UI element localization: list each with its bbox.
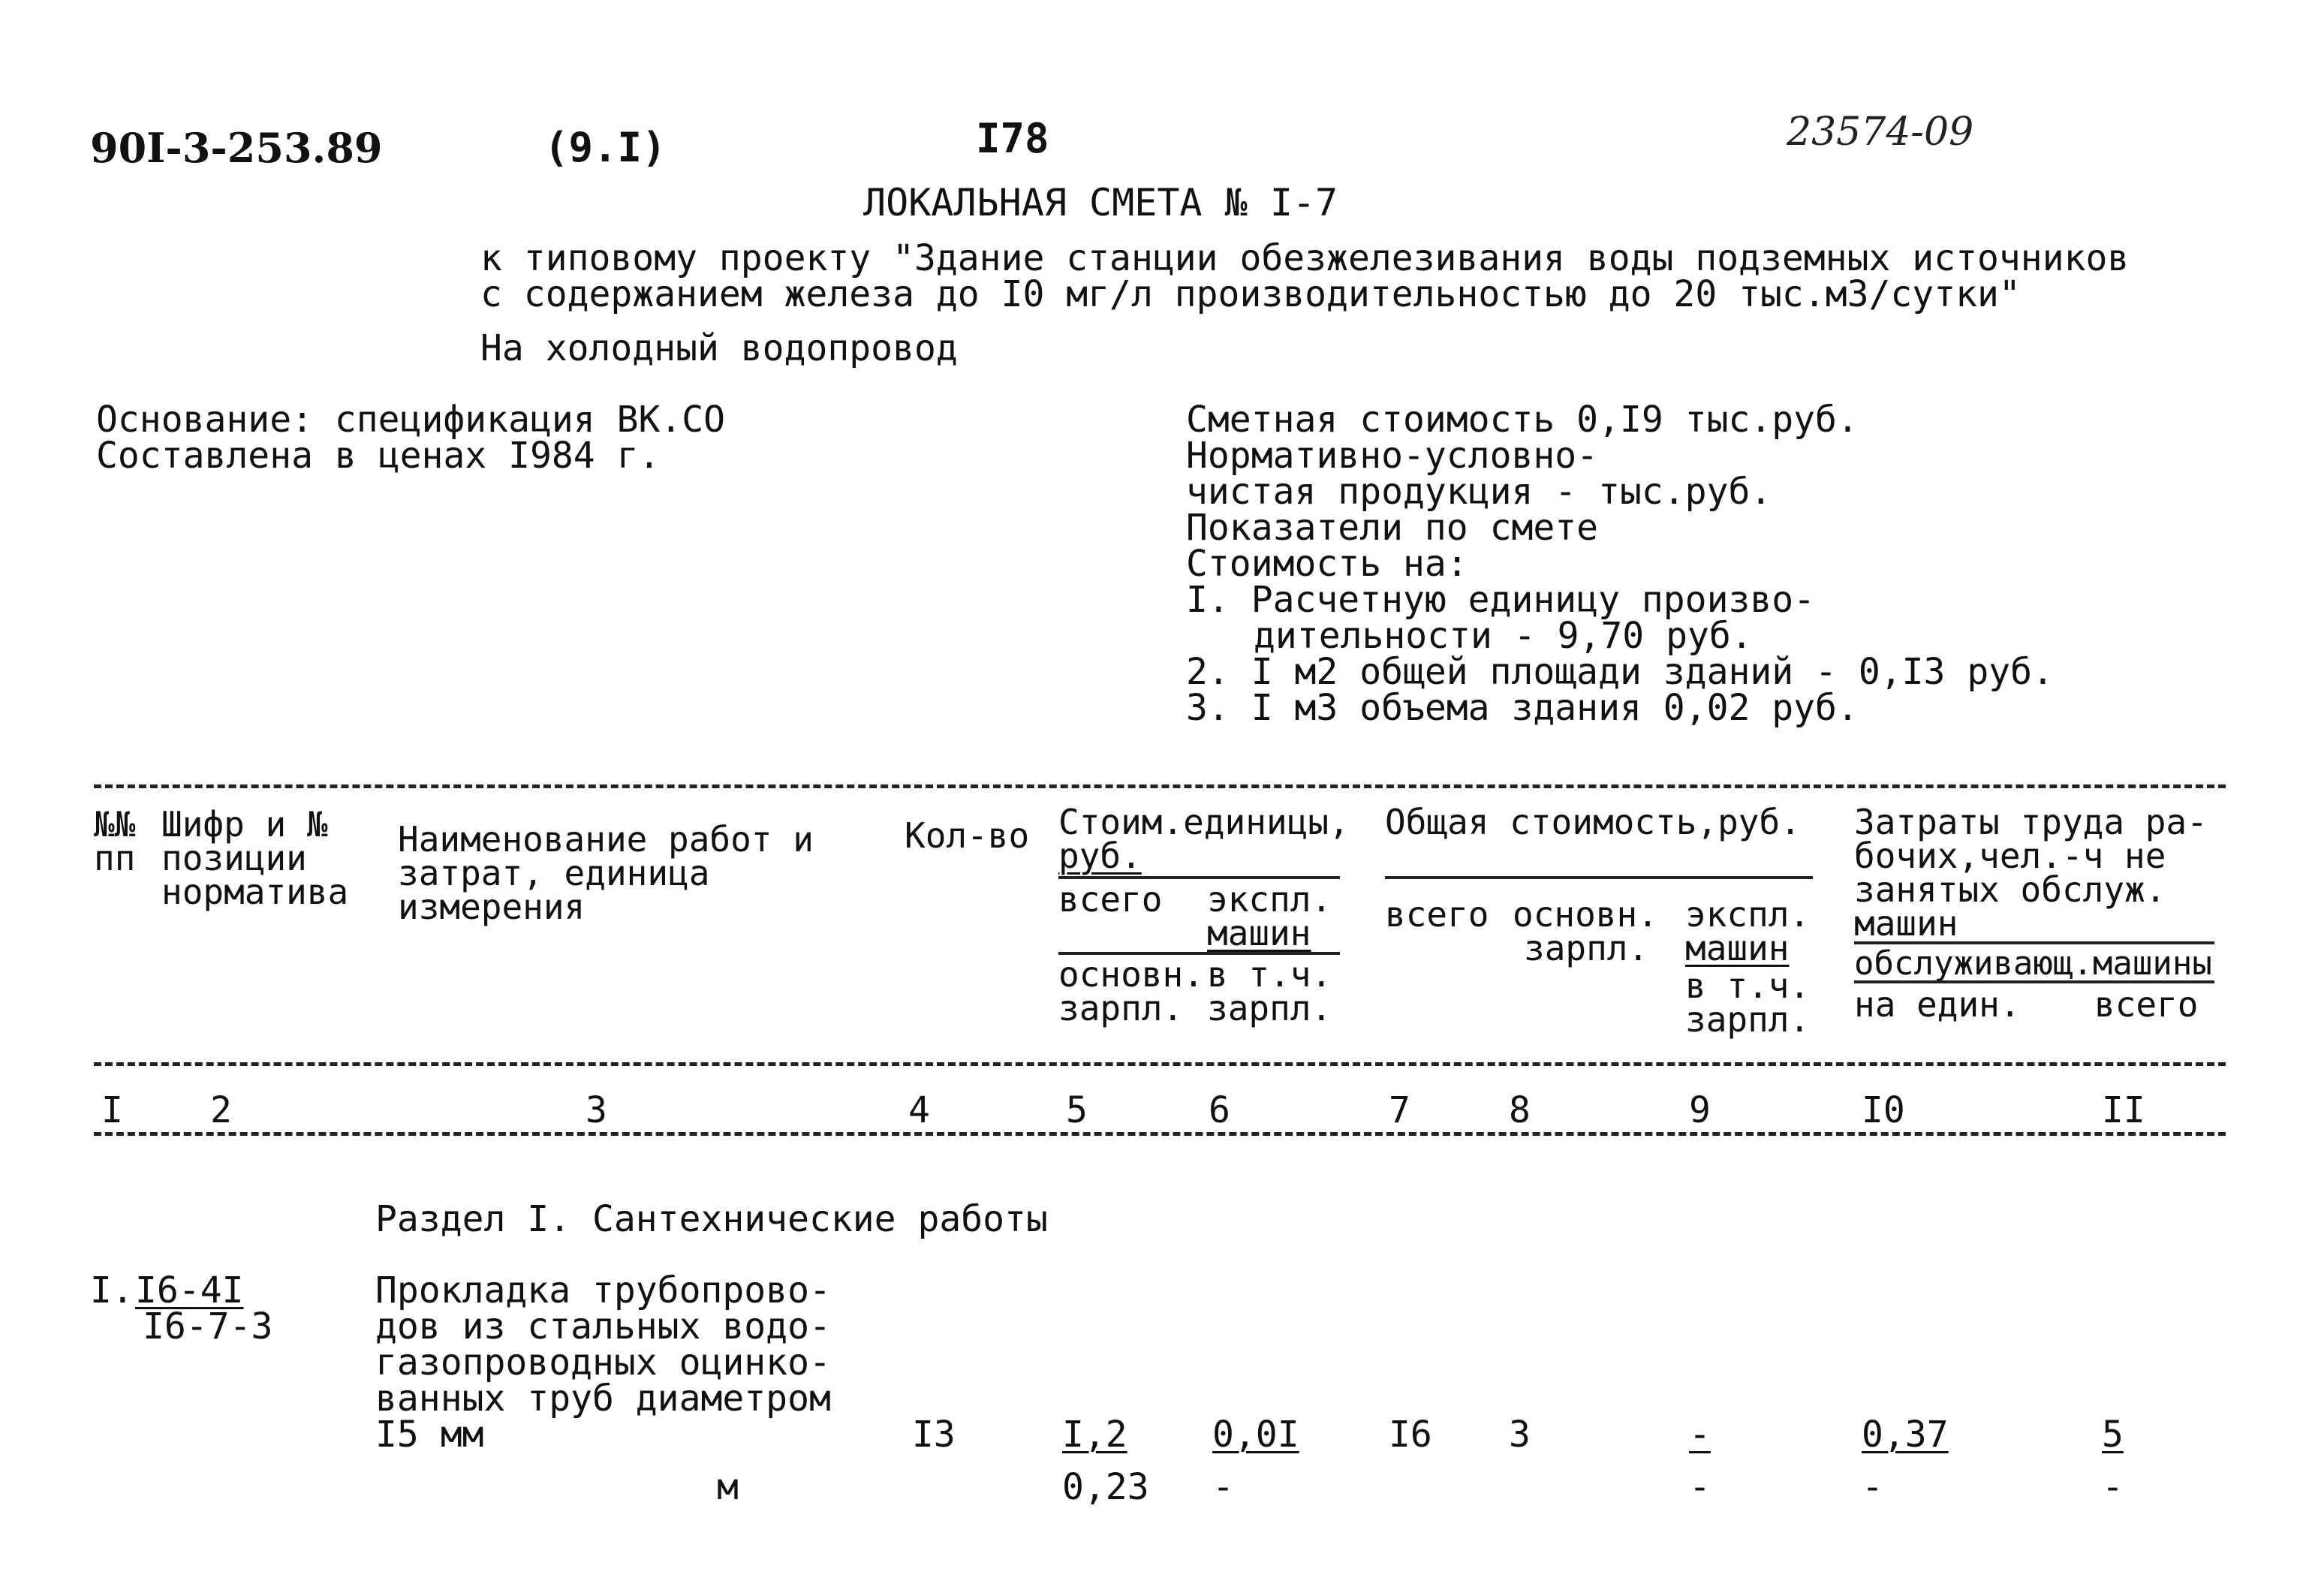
column-number-5: 5: [1066, 1089, 1088, 1131]
page-number: I78: [976, 115, 1049, 162]
header-labor-d: машин: [1854, 903, 1958, 944]
header-code-c: норматива: [161, 872, 349, 912]
header-total-expl-b: машин: [1685, 928, 1790, 968]
section-reference: (9.I): [544, 124, 667, 171]
header-name-b: затрат, единица: [398, 853, 710, 893]
header-number-a: №№: [94, 804, 136, 845]
header-unit-cost-currency: руб.: [1058, 836, 1142, 876]
header-total-all: всего: [1385, 894, 1489, 935]
header-unit-total: всего: [1058, 879, 1163, 920]
header-total-base-a: основн.: [1513, 894, 1658, 935]
column-numbers-dashed-rule: [94, 1132, 2226, 1136]
summary-line-4: Показатели по смете: [1186, 507, 1599, 549]
header-code-a: Шифр и №: [161, 804, 328, 845]
row-number: I.: [90, 1269, 134, 1311]
header-labor-e: обслуживающ.машины: [1854, 944, 2212, 983]
summary-line-8: 2. I м2 общей площади зданий - 0,I3 руб.: [1186, 651, 2054, 693]
header-labor-a: Затраты труда ра-: [1854, 802, 2208, 842]
document-code: 90I-3-253.89: [90, 124, 383, 172]
row-code-2: I6-7-3: [143, 1305, 273, 1348]
header-name-c: измерения: [398, 887, 586, 927]
header-total-cost-rule: [1385, 876, 1813, 879]
summary-line-9: 3. I м3 объема здания 0,02 руб.: [1186, 687, 1859, 729]
summary-line-5: Стоимость на:: [1186, 543, 1468, 585]
column-number-7: 7: [1389, 1089, 1410, 1131]
subtitle-line-2: с содержанием железа до I0 мг/л производительностью до 20 тыс.м3/сутки": [480, 273, 2021, 315]
header-total-incl-b: зарпл.: [1685, 999, 1811, 1040]
row-unit-base-salary: 0,23: [1062, 1466, 1149, 1508]
table-top-dashed-rule: [94, 784, 2226, 788]
summary-line-3: чистая продукция - тыс.руб.: [1186, 471, 1772, 513]
row-code-1: I6-4I: [135, 1269, 244, 1311]
header-total-base-b: зарпл.: [1524, 928, 1649, 968]
header-total-incl-a: в т.ч.: [1685, 965, 1811, 1006]
row-name-line-1: Прокладка трубопрово-: [375, 1269, 831, 1311]
row-quantity: I3: [912, 1414, 956, 1456]
section-title: Раздел I. Сантехнические работы: [375, 1198, 1048, 1240]
column-number-10: I0: [1862, 1089, 1905, 1131]
column-number-9: 9: [1689, 1089, 1711, 1131]
header-total-cost-title: Общая стоимость,руб.: [1385, 802, 1801, 842]
summary-line-6: I. Расчетную единицу произво-: [1186, 579, 1816, 621]
row-unit: м: [717, 1466, 739, 1508]
document-title: ЛОКАЛЬНАЯ СМЕТА № I-7: [863, 181, 1338, 224]
header-unit-incl-a: в т.ч.: [1207, 954, 1332, 995]
header-unit-base-b: зарпл.: [1058, 988, 1184, 1028]
table-header-bottom-dashed-rule: [94, 1062, 2226, 1066]
column-number-4: 4: [908, 1089, 930, 1131]
header-code-b: позиции: [161, 838, 307, 878]
column-number-8: 8: [1509, 1089, 1531, 1131]
row-unit-incl-salary: -: [1212, 1466, 1234, 1508]
column-number-11: II: [2102, 1089, 2145, 1131]
header-number-b: пп: [94, 838, 136, 878]
row-total: I6: [1389, 1414, 1432, 1456]
header-unit-expl-a: экспл.: [1207, 879, 1332, 920]
row-total-incl-salary: -: [1689, 1466, 1711, 1508]
subtitle-line-1: к типовому проекту "Здание станции обезжелезивания воды подземных источников: [480, 237, 2130, 279]
basis-line-2: Составлена в ценах I984 г.: [96, 435, 661, 477]
column-number-2: 2: [210, 1089, 232, 1131]
header-total-expl-a: экспл.: [1685, 894, 1811, 935]
row-name-line-5: I5 мм: [375, 1414, 484, 1456]
summary-line-2: Нормативно-условно-: [1186, 435, 1599, 477]
row-labor-total-machine: -: [2102, 1466, 2124, 1508]
summary-line-1: Сметная стоимость 0,I9 тыс.руб.: [1186, 399, 1859, 441]
column-number-1: I: [101, 1089, 123, 1131]
header-labor-total: всего: [2094, 984, 2199, 1025]
header-unit-cost-title: Стоим.единицы,: [1058, 802, 1350, 842]
header-name-a: Наименование работ и: [398, 819, 814, 860]
header-unit-base-a: основн.: [1058, 954, 1204, 995]
header-unit-incl-b: зарпл.: [1207, 988, 1332, 1028]
column-number-6: 6: [1209, 1089, 1230, 1131]
row-unit-total: I,2: [1062, 1414, 1127, 1456]
header-quantity: Кол-во: [905, 815, 1030, 856]
column-number-3: 3: [586, 1089, 607, 1131]
row-total-base-salary: 3: [1509, 1414, 1531, 1456]
subtitle-line-3: На холодный водопровод: [480, 327, 958, 369]
row-name-line-4: ванных труб диаметром: [375, 1378, 831, 1420]
row-labor-unit: 0,37: [1862, 1414, 1949, 1456]
row-name-line-3: газопроводных оцинко-: [375, 1342, 831, 1384]
row-labor-total: 5: [2102, 1414, 2124, 1456]
row-labor-unit-machine: -: [1862, 1466, 1883, 1508]
header-unit-expl-b: машин: [1207, 913, 1311, 953]
header-labor-c: занятых обслуж.: [1854, 869, 2166, 910]
basis-line-1: Основание: спецификация ВК.СО: [96, 399, 726, 441]
row-unit-expl: 0,0I: [1212, 1414, 1299, 1456]
row-total-expl: -: [1689, 1414, 1711, 1456]
header-labor-unit: на един.: [1854, 984, 2021, 1025]
summary-line-7: дительности - 9,70 руб.: [1254, 615, 1753, 657]
handwritten-stamp: 23574-09: [1787, 110, 1974, 155]
row-name-line-2: дов из стальных водо-: [375, 1305, 831, 1348]
header-labor-rule-2: [1854, 980, 2214, 983]
header-labor-b: бочих,чел.-ч не: [1854, 836, 2166, 876]
